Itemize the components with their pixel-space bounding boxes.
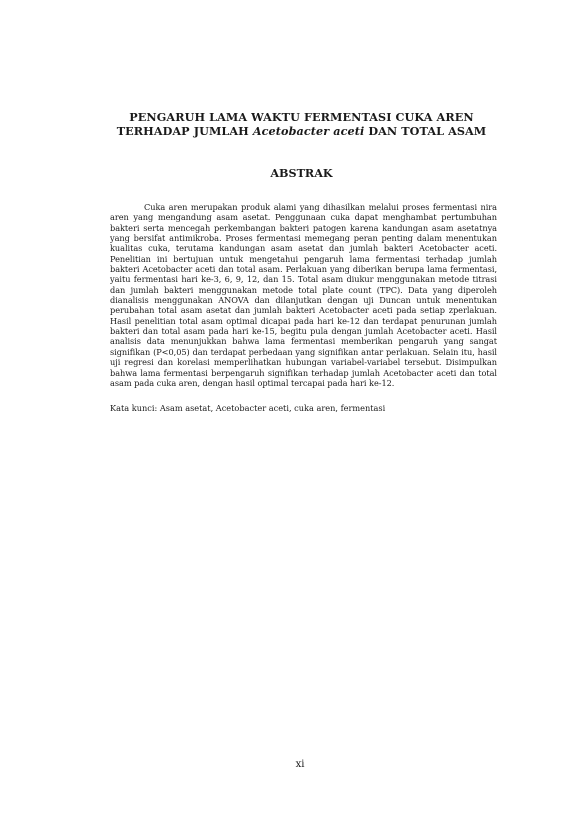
title-text-italic: Acetobacter aceti xyxy=(252,124,365,138)
abstract-heading: ABSTRAK xyxy=(270,166,333,180)
title-text-part1: PENGARUH LAMA WAKTU FERMENTASI CUKA AREN TERHADAP JUMLAH xyxy=(116,110,474,138)
abstract-paragraph xyxy=(110,202,497,388)
keywords-line: Kata kunci: Asam asetat, Acetobacter aceti, cuka aren, fermentasi xyxy=(110,403,386,413)
abstract-text: Cuka aren merupakan produk alami yang dihasilkan melalui proses fermentasi nira aren yang mengandung asam asetat. Penggunaan cuka dapat menghambat pertumbuhan bakteri serta mencegah perkembangan bakteri patogen karena kandungan asam asetatnya yang bersifat antimikroba. Proses fermentasi memegang peran penting dalam menentukan kualitas cuka, terutama kandungan asam asetat dan jumlah bakteri Acetobacter aceti. Penelitian ini bertujuan untuk mengetahui pengaruh lama fermentasi terhadap jumlah bakteri Acetobacter aceti dan total asam. Perlakuan yang diberikan berupa lama fermentasi, yaitu fermentasi hari ke-3, 6, 9, 12, dan 15. Total asam diukur menggunakan metode titrasi dan jumlah bakteri menggunakan metode total plate count (TPC). Data yang diperoleh dianalisis menggunakan ANOVA dan dilanjutkan dengan uji Duncan untuk menentukan perubahan total asam asetat dan jumlah bakteri Acetobacter aceti pada setiap zperlakuan. Hasil penelitian total asam optimal dicapai pada hari ke-12 dan terdapat penurunan jumlah bakteri dan total asam pada hari ke-15, begitu pula dengan jumlah Acetobacter aceti. Hasil analisis data menunjukkan bahwa lama fermentasi memberikan pengaruh yang sangat signifikan (P<0,05) dan terdapat perbedaan yang signifikan antar perlakuan. Selain itu, hasil uji regresi dan korelasi memperlihatkan hubungan variabel-variabel tersebut. Disimpulkan bahwa lama fermentasi berpengaruh signifikan terhadap jumlah Acetobacter aceti dan total asam pada cuka aren, dengan hasil optimal tercapai pada hari ke-12. xyxy=(110,202,497,388)
page-number: xi xyxy=(295,759,305,770)
document-title xyxy=(100,110,503,138)
title-text-part2: DAN TOTAL ASAM xyxy=(364,124,487,138)
